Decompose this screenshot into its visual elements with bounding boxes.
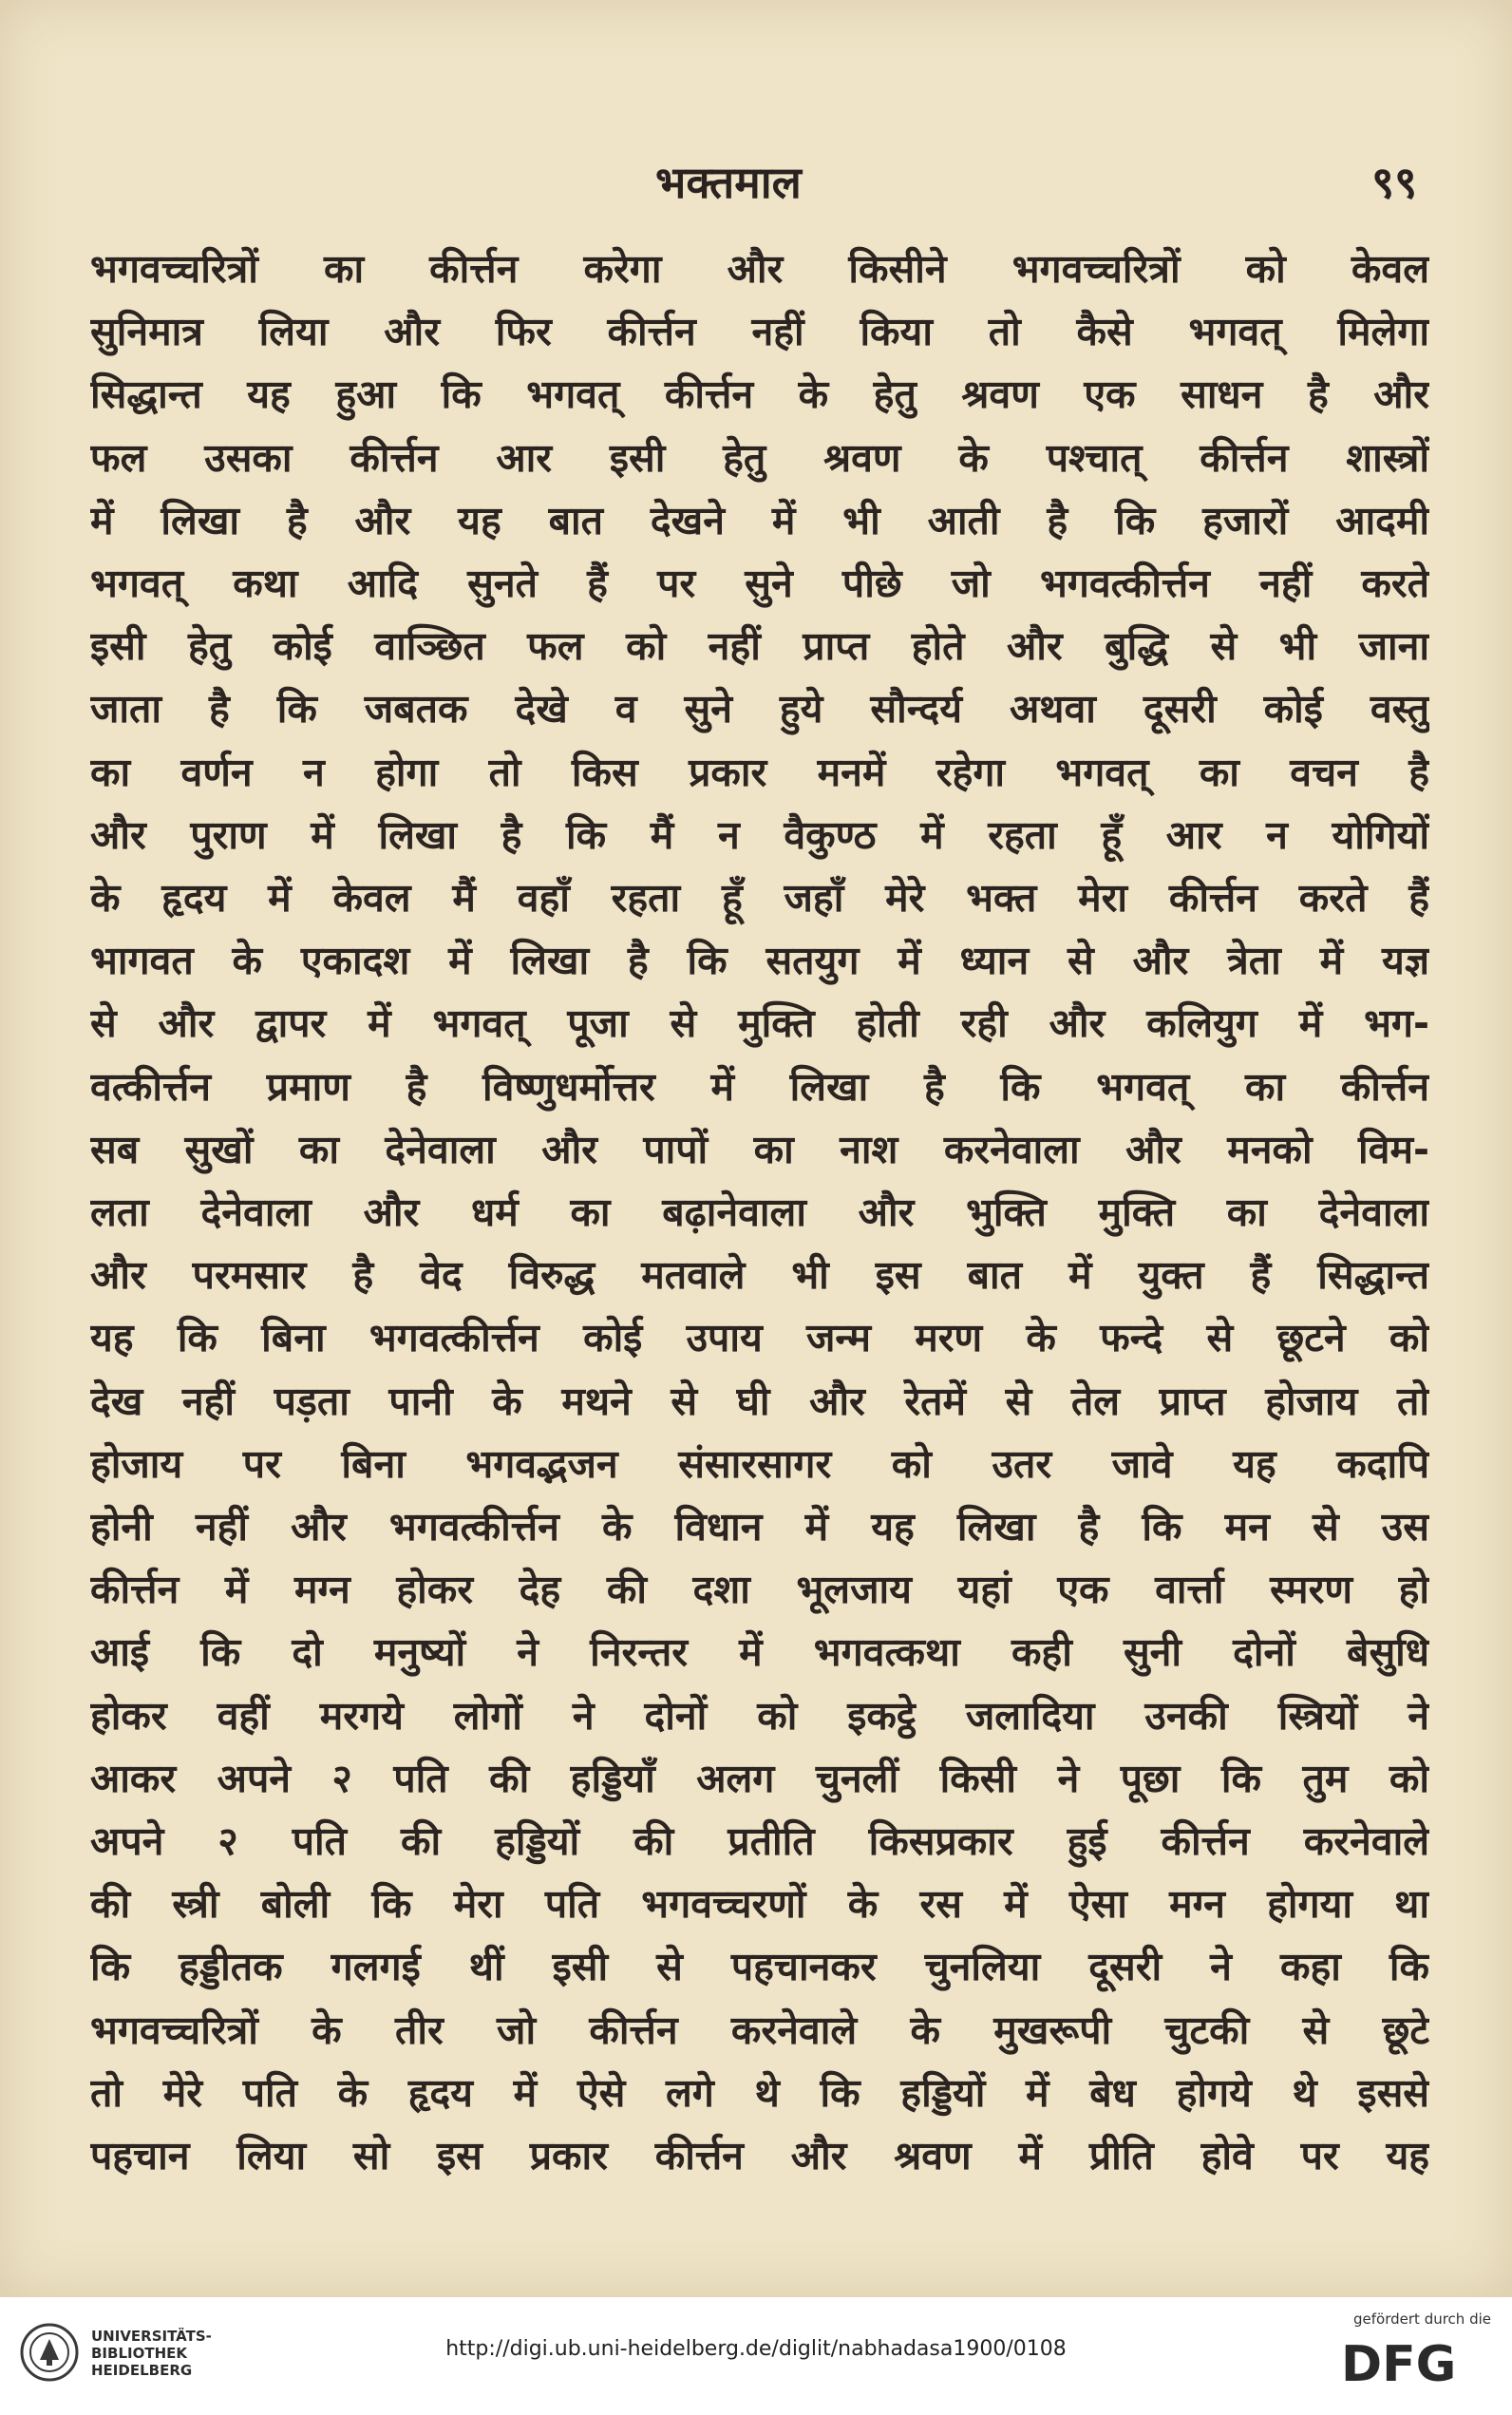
text-line: का वर्णन न होगा तो किस प्रकार मनमें रहेगा भगवत् का वचन है [90,749,1429,795]
text-line: सब सुखों का देनेवाला और पापों का नाश करनेवाला और मनको विम- [90,1126,1429,1172]
text-line: भगवत् कथा आदि सुनते हैं पर सुने पीछे जो भगवत्कीर्त्तन नहीं करते [90,561,1429,607]
text-line: और पुराण में लिखा है कि मैं न वैकुण्ठ में रहता हूँ आर न योगियों [90,811,1429,858]
text-line: कि हड्डीतक गलगई थीं इसी से पहचानकर चुनलिया दूसरी ने कहा कि [90,1944,1429,1990]
text-line: फल उसका कीर्त्तन आर इसी हेतु श्रवण के पश्चात् कीर्त्तन शास्त्रों [90,434,1429,481]
running-title: भक्तमाल [655,157,802,208]
text-line: सिद्धान्त यह हुआ कि भगवत् कीर्त्तन के हेतु श्रवण एक साधन है और [90,371,1429,418]
text-line: और परमसार है वेद विरुद्ध मतवाले भी इस बात में युक्त हैं सिद्धान्त [90,1252,1429,1299]
text-line: होकर वहीं मरगये लोगों ने दोनों को इकट्ठे जलादिया उनकी स्त्रियों ने [90,1692,1429,1739]
text-line: अपने २ पति की हड्डियों की प्रतीति किसप्रकार हुई कीर्त्तन करनेवाले [90,1818,1429,1865]
text-line: होनी नहीं और भगवत्कीर्त्तन के विधान में यह लिखा है कि मन से उस [90,1504,1429,1550]
library-name-line: BIBLIOTHEK [91,2345,187,2362]
text-line: होजाय पर बिना भगवद्भजन संसारसागर को उतर जावे यह कदापि [90,1440,1429,1487]
viewer-footer [0,2297,1512,2415]
library-name-line: HEIDELBERG [91,2362,193,2379]
text-line: में लिखा है और यह बात देखने में भी आती है कि हजारों आदमी [90,497,1429,543]
text-line: आई कि दो मनुष्यों ने निरन्तर में भगवत्कथा कही सुनी दोनों बेसुधि [90,1629,1429,1676]
text-line: लता देनेवाला और धर्म का बढ़ानेवाला और भुक्ति मुक्ति का देनेवाला [90,1189,1429,1236]
text-line: वत्कीर्त्तन प्रमाण है विष्णुधर्मोत्तर में लिखा है कि भगवत् का कीर्त्तन [90,1063,1429,1110]
text-line: यह कि बिना भगवत्कीर्त्तन कोई उपाय जन्म मरण के फन्दे से छूटने को [90,1315,1429,1361]
page-number: ९९ [1371,157,1417,208]
text-line: भागवत के एकादश में लिखा है कि सतयुग में ध्यान से और त्रेता में यज्ञ [90,938,1429,984]
dfg-logo-text: DFG [1341,2336,1457,2388]
text-line: देख नहीं पड़ता पानी के मथने से घी और रेतमें से तेल प्राप्त होजाय तो [90,1378,1429,1424]
text-line: जाता है कि जबतक देखे व सुने हुये सौन्दर्य अथवा दूसरी कोई वस्तु [90,686,1429,732]
text-line: भगवच्चरित्रों के तीर जो कीर्त्तन करनेवाले के मुखरूपी चुटकी से छूटे [90,2006,1429,2053]
funder-block [1301,2310,1491,2392]
library-name-line: UNIVERSITÄTS- [91,2328,212,2345]
text-line: आकर अपने २ पति की हड्डियाँ अलग चुनलीं किसी ने पूछा कि तुम को [90,1755,1429,1801]
text-line: से और द्वापर में भगवत् पूजा से मुक्ति होती रही और कलियुग में भग- [90,1000,1429,1047]
text-line: के हृदय में केवल मैं वहाँ रहता हूँ जहाँ मेरे भक्त मेरा कीर्त्तन करते हैं [90,875,1429,922]
funder-label: gefördert durch die [1353,2310,1491,2328]
running-head [133,152,1417,219]
dfg-logo-icon[interactable] [1339,2335,1491,2388]
text-line: की स्त्री बोली कि मेरा पति भगवच्चरणों के रस में ऐसा मग्न होगया था [90,1881,1429,1928]
text-line: सुनिमात्र लिया और फिर कीर्त्तन नहीं किया तो कैसे भगवत् मिलेगा [90,309,1429,355]
permalink-url[interactable]: http://digi.ub.uni-heidelberg.de/diglit/nabhadasa1900/0108 [445,2337,1067,2361]
text-line: इसी हेतु कोई वाञ्छित फल को नहीं प्राप्त होते और बुद्धि से भी जाना [90,623,1429,670]
text-line: पहचान लिया सो इस प्रकार कीर्त्तन और श्रवण में प्रीति होवे पर यह [90,2133,1429,2179]
body-text [90,238,1429,2187]
text-line: तो मेरे पति के हृदय में ऐसे लगे थे कि हड्डियों में बेध होगये थे इससे [90,2069,1429,2116]
text-line: भगवच्चरित्रों का कीर्त्तन करेगा और किसीने भगवच्चरित्रों को केवल [90,246,1429,292]
text-line: कीर्त्तन में मग्न होकर देह की दशा भूलजाय यहां एक वार्त्ता स्मरण हो [90,1567,1429,1613]
